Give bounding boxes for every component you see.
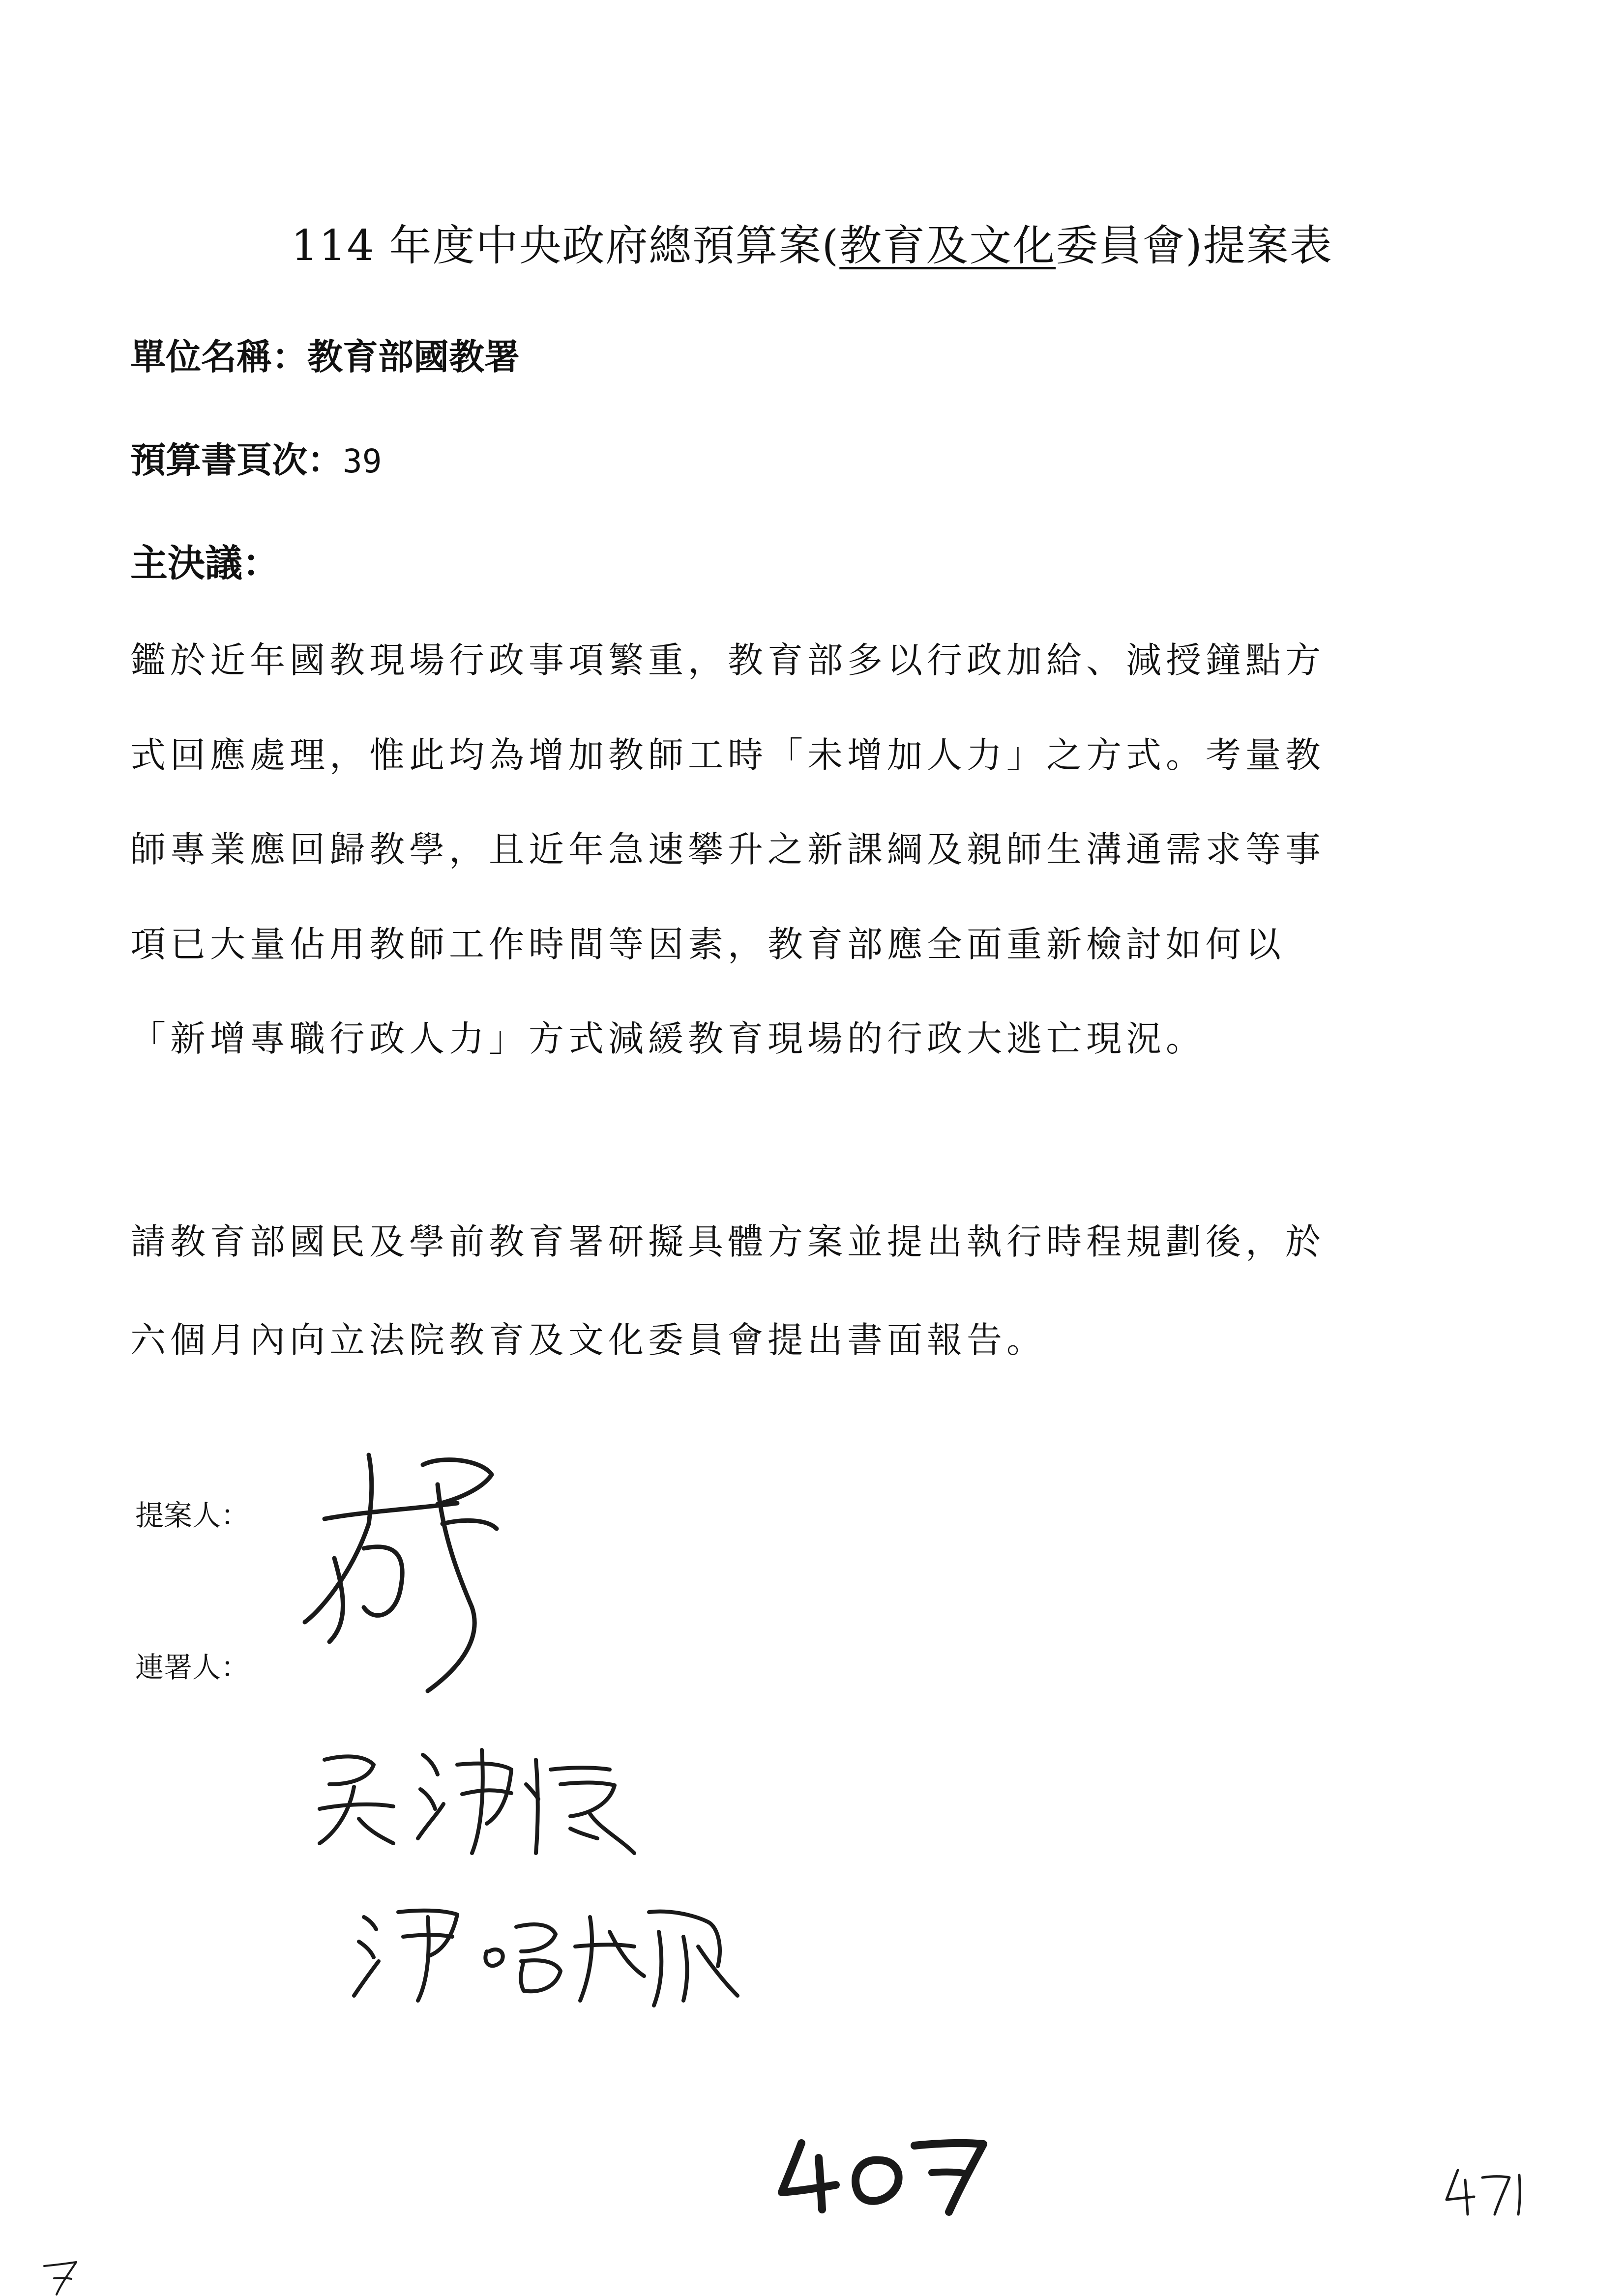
unit-name-value: 教育部國教署 xyxy=(307,336,520,378)
paragraph1-line: 師專業應回歸教學，且近年急速攀升之新課綱及親師生溝通需求等事 xyxy=(130,829,1326,870)
corner-mark-7 xyxy=(39,2256,84,2296)
paragraph2-line: 請教育部國民及學前教育署研擬具體方案並提出執行時程規劃後，於 xyxy=(130,1221,1326,1262)
main-resolution-label: 主決議： xyxy=(130,541,280,585)
paragraph1-line: 鑑於近年國教現場行政事項繁重，教育部多以行政加給、減授鐘點方 xyxy=(130,639,1326,681)
cosigner-label: 連署人： xyxy=(135,1651,250,1684)
unit-name-field xyxy=(130,328,520,379)
budget-page-label: 預算書頁次： xyxy=(130,439,343,481)
handwritten-number-407 xyxy=(767,2133,993,2217)
proposer-label: 提案人： xyxy=(135,1499,250,1532)
paragraph1-line: 項已大量佔用教師工作時間等因素，教育部應全面重新檢討如何以 xyxy=(130,924,1286,965)
unit-name-label: 單位名稱： xyxy=(130,336,308,378)
paragraph1-line: 式回應處理，惟此均為增加教師工時「未增加人力」之方式。考量教 xyxy=(130,734,1326,776)
paragraph2-line: 六個月內向立法院教育及文化委員會提出書面報告。 xyxy=(130,1319,1047,1361)
budget-page-value: 39 xyxy=(343,442,382,480)
title-committee: 教育及文化 xyxy=(839,221,1056,270)
paragraph1-line: 「新增專職行政人力」方式減緩教育現場的行政大逃亡現況。 xyxy=(130,1018,1206,1059)
budget-page-field xyxy=(130,432,382,483)
handwritten-page-mark-471 xyxy=(1441,2165,1524,2219)
cosigner-signature-2 xyxy=(344,1897,747,2015)
title-prefix: 114 年度中央政府總預算案( xyxy=(291,221,840,270)
cosigner-signature-1 xyxy=(315,1740,649,1868)
title-suffix: 委員會)提案表 xyxy=(1056,221,1333,270)
document-title xyxy=(0,211,1624,272)
proposer-signature xyxy=(295,1445,531,1701)
